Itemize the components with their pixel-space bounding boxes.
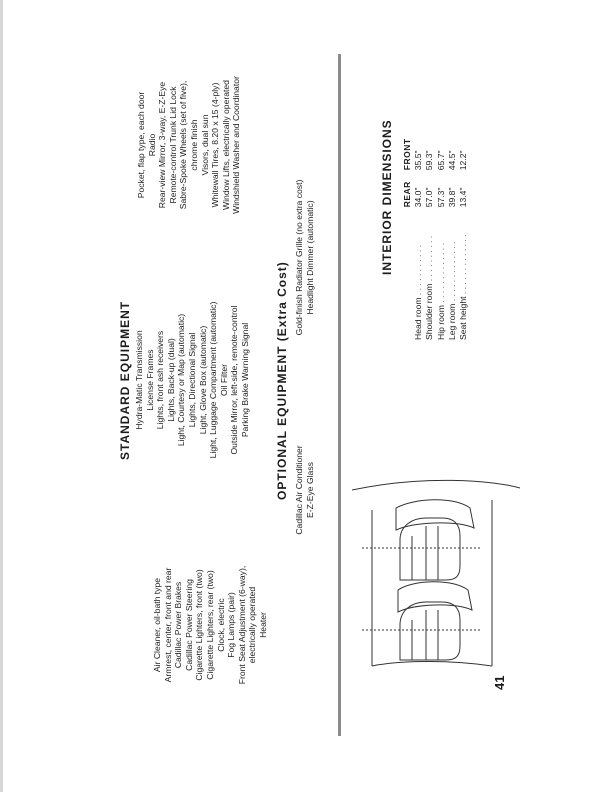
optional-equipment-heading: OPTIONAL EQUIPMENT (Extra Cost)	[275, 261, 289, 500]
front-column-header: FRONT	[402, 138, 412, 171]
dimension-leader-dots: . . . . . . . . . . . . .	[446, 241, 457, 302]
front-dimension-value: 35.5"	[413, 150, 424, 171]
front-dimension-value: 59.3"	[424, 150, 435, 171]
standard-equipment-item: Sabre-Spoke Wheels (set of five),	[178, 80, 189, 210]
front-seat-back	[396, 500, 474, 530]
standard-equipment-item: Heater	[257, 612, 268, 638]
standard-equipment-item: Cigarette Lighters, rear (two)	[204, 570, 215, 680]
optional-equipment-column-1	[294, 435, 315, 545]
rear-dimension-value: 39.8"	[446, 187, 457, 208]
floor-line	[372, 662, 492, 667]
interior-dimensions-table	[402, 131, 469, 340]
standard-equipment-item: License Frames	[144, 349, 155, 411]
standard-equipment-item: Whitewall Tires, 8.20 x 15 (4-ply)	[210, 82, 221, 208]
standard-equipment-item: Cigarette Lighters, front (two)	[194, 569, 205, 681]
standard-equipment-item: Light, Luggage Compartment (automatic)	[208, 301, 219, 459]
standard-equipment-heading: STANDARD EQUIPMENT	[118, 300, 132, 460]
optional-equipment-item: Headlight Dimmer (automatic)	[304, 200, 315, 315]
rear-dimension-value: 13.4"	[458, 187, 469, 208]
standard-equipment-item: Light, Glove Box (automatic)	[197, 325, 208, 435]
dimension-label: Head room	[413, 297, 424, 340]
front-dimension-value: 65.7"	[435, 150, 446, 171]
standard-equipment-item: Cadillac Power Brakes	[173, 581, 184, 669]
rear-dimension-value: 57.3"	[435, 187, 446, 208]
interior-dimensions-heading: INTERIOR DIMENSIONS	[380, 119, 394, 275]
standard-equipment-item: chrome finish	[188, 119, 199, 171]
dimension-label: Seat height	[458, 296, 469, 340]
dimension-label: Shoulder room	[424, 283, 435, 340]
seat-dimensions-diagram	[342, 470, 522, 675]
dimension-row	[458, 131, 469, 340]
dimension-leader-dots: . . . . . . . . . .	[424, 235, 435, 282]
optional-equipment-column-2	[294, 170, 315, 345]
standard-equipment-item: Remote-control Trunk Lid Lock	[167, 86, 178, 204]
frame-divider-rule	[338, 54, 341, 736]
dimension-leader-dots: . . . . . . . . . . . . .	[435, 243, 446, 303]
standard-equipment-item: Oil Filter	[218, 364, 229, 396]
optional-equipment-item: Gold-finish Radiator Grille (no extra cost)	[294, 179, 304, 336]
dimension-row	[413, 131, 424, 340]
standard-equipment-item: Front Seat Adjustment (6-way),	[236, 565, 247, 685]
optional-equipment-section	[275, 261, 289, 500]
standard-equipment-item: Parking Brake Warning Signal	[239, 322, 250, 438]
standard-equipment-item: Clock, electric	[215, 598, 226, 652]
standard-equipment-item: Fog Lamps (pair)	[226, 592, 237, 658]
standard-equipment-item: Visors, dual sun	[199, 114, 210, 176]
rear-seat-outline	[400, 602, 460, 660]
front-dimension-value: 12.2"	[458, 150, 469, 171]
dimension-label: Hip room	[435, 305, 446, 340]
page-edge-shadow	[0, 0, 3, 792]
standard-equipment-item: Lights, Directional Signal	[186, 332, 197, 428]
dimension-row	[447, 131, 458, 340]
standard-equipment-item: Pocket, flap type, each door	[136, 91, 146, 199]
standard-equipment-item: Radio	[146, 133, 157, 157]
interior-dimensions-table-wrap	[402, 131, 469, 340]
front-seat-outline	[400, 518, 460, 580]
standard-equipment-item: Window Lifts, electrically operated	[220, 80, 231, 210]
standard-equipment-item: Outside Mirror, left-side, remote-control	[229, 305, 240, 455]
standard-equipment-item: Lights, Back-up (dual)	[165, 338, 176, 422]
standard-equipment-section	[118, 300, 132, 460]
standard-equipment-item: Cadillac Power Steering	[183, 579, 194, 671]
standard-equipment-item: Hydra-Matic Transmission	[134, 330, 144, 430]
standard-equipment-item: Lights, front ash receivers	[155, 330, 166, 430]
standard-equipment-item: Rear-view Mirror, 3-way, E-Z-Eye	[157, 81, 168, 209]
body-curve	[352, 480, 520, 490]
rear-dimension-value: 57.0"	[424, 187, 435, 208]
page-number: 41	[492, 675, 507, 690]
interior-dimensions-heading-wrap	[380, 119, 394, 275]
standard-equipment-column-1	[152, 550, 269, 700]
front-dimension-value: 44.5"	[446, 150, 457, 171]
dimension-label: Leg room	[446, 303, 457, 340]
standard-equipment-item: Air Cleaner, oil-bath type	[152, 577, 162, 673]
dimension-leader-dots: . . . . . . . . . . . . .	[458, 234, 469, 295]
standard-equipment-item: Armrest, center, front and rear	[162, 567, 173, 683]
standard-equipment-item: Windshield Washer and Coordinator	[231, 76, 242, 214]
dimensions-header-row	[402, 131, 413, 340]
dimension-row	[424, 131, 435, 340]
rear-dimension-value: 34.0"	[413, 187, 424, 208]
rear-column-header: REAR	[402, 181, 412, 208]
standard-equipment-column-2	[134, 290, 251, 470]
standard-equipment-item: Light, Courtesy or Map (automatic)	[176, 313, 187, 447]
dimension-leader-dots: . . . . . . . . . . .	[413, 244, 424, 296]
standard-equipment-column-3	[136, 60, 242, 230]
optional-equipment-item: E-Z-Eye Glass	[304, 462, 315, 518]
optional-equipment-item: Cadillac Air Conditioner	[294, 445, 304, 535]
standard-equipment-item: electrically operated	[247, 586, 258, 664]
dimension-row	[436, 131, 447, 340]
